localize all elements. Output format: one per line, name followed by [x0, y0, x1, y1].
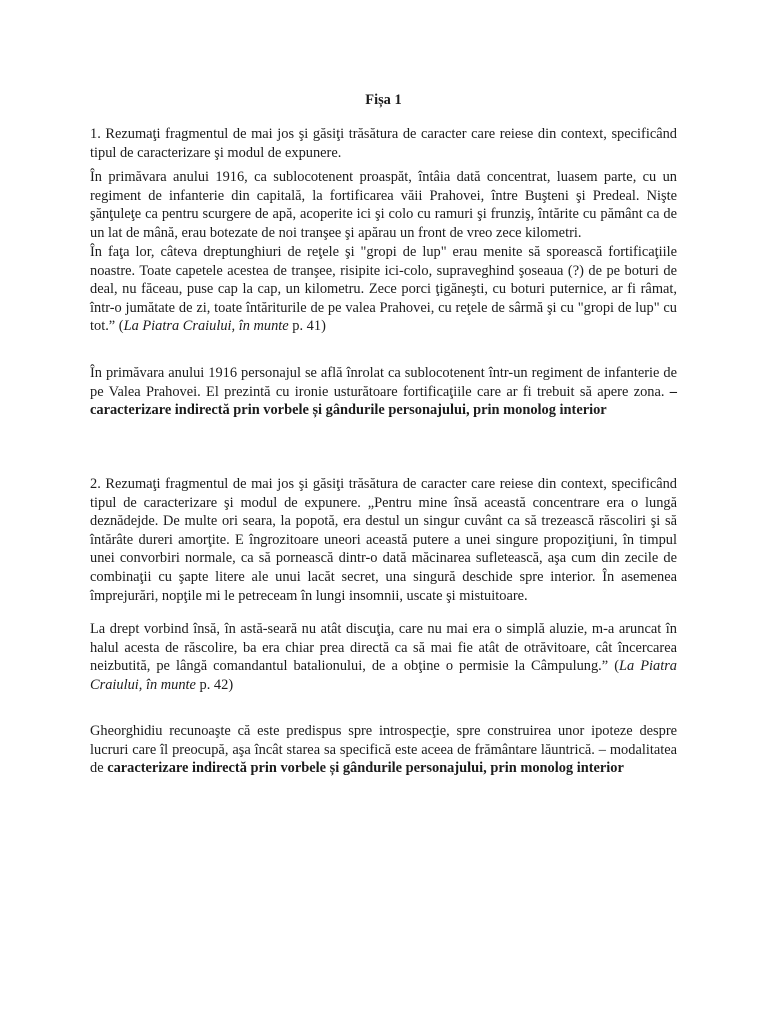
section1-prompt: 1. Rezumaţi fragmentul de mai jos şi găsiţi trăsătura de caracter care reiese din context, specificând tipul de caracterizare şi modul de expunere.: [90, 126, 677, 161]
section2-excerpt-paragraph-2: [90, 620, 677, 694]
section1-answer-text: În primăvara anului 1916 personajul se află înrolat ca sublocotenent într-un regiment de infanterie de pe Valea Prahovei. El prezintă cu ironie usturătoare fortificaţiile care ar fi trebuit să apere zona.: [90, 365, 677, 400]
section2-citation-source: La Piatra Craiului, în munte: [90, 658, 677, 693]
section2-citation-open: (: [614, 658, 619, 675]
section2-excerpt-text: „Pentru mine însă această concentrare era o lungă deznădejde. De multe ori seara, la popotă, era destul un singur cuvânt ca să trezească răscoliri şi să întărâte dureri amorţite. E îngrozitoare uneori această putere a unei singure propoziţiuni, în timpul unei convorbiri normale, ca să pornească dintr-o dată măcinarea sufletească, aşa cum din zecile de combinaţii cu şapte litere ale unui lacăt secret, una singură deschide spre interior. În asemenea împrejurări, nopţile mi le petreceam în lungi insomnii, uscate şi mistuitoare.: [90, 494, 677, 604]
section1-citation-page: p. 41): [288, 318, 326, 335]
section1-citation-source: La Piatra Craiului, în munte: [123, 318, 289, 335]
section1-excerpt-paragraph-2: [90, 243, 677, 336]
section1-excerpt-paragraph-1: În primăvara anului 1916, ca sublocotenent proaspăt, întâia dată concentrat, luasem parte, cu un regiment de infanterie din capitală, la fortificarea văii Prahovei, între Buşteni şi Predeal. Nişte şănţuleţe ca pentru scurgere de apă, acoperite ici şi colo cu ramuri şi frunziş, întărite cu pământ ca de un lat de mână, erau botezate de noi tranşee şi apărau un front de vreo zece kilometri.: [90, 169, 677, 241]
section2-answer-characterization: caracterizare indirectă prin vorbele și gândurile personajului, prin monolog interior: [107, 760, 624, 777]
section2-prompt-text: 2. Rezumaţi fragmentul de mai jos şi găsiţi trăsătura de caracter care reiese din context, specificând tipul de caracterizare şi modul de expunere.: [90, 476, 677, 511]
section1-citation-open: (: [115, 318, 124, 335]
section1-answer-characterization: – caracterizare indirectă prin vorbele și gândurile personajului, prin monolog interior: [90, 383, 678, 419]
section2-answer: [90, 722, 677, 778]
section2-prompt: [90, 475, 677, 605]
section1-excerpt-text: În faţa lor, câteva dreptunghiuri de reţele şi "gropi de lup" erau menite să sporească fortificaţiile noastre. Toate capetele acestea de tranşee, risipite ici-colo, supraveghind şoseaua (?) de pe boturi de deal, nu făceau, puse cap la cap, un kilometru. Zece porci ţigăneşti, cu boturi puternice, ar fi râmat, într-o jumătate de zi, toate întăriturile de pe valea Prahovei, cu reţele de sârmă şi cu "gropi de lup" cu tot.”: [90, 244, 677, 335]
section1-answer: [90, 364, 677, 420]
section2-citation-page: p. 42): [195, 676, 234, 693]
section2-answer-text: Gheorghidiu recunoaşte că este predispus spre introspecţie, spre construirea unor ipoteze despre lucruri care îl preocupă, aşa încât starea sa specifică este aceea de frământare lăuntrică. – modalitatea de: [90, 723, 677, 777]
section2-excerpt-text-2: La drept vorbind însă, în astă-seară nu atât discuţia, care nu mai era o simplă aluzie, m-a aruncat în halul acesta de răscolire, ba era chiar prea directă ca să mai fie atât de otrăvitoare, cât încercarea neizbutită, pe lângă comandantul batalionului, de a obţine o permisie la Câmpulung.”: [90, 621, 677, 675]
page-title: Fișa 1: [365, 92, 402, 108]
